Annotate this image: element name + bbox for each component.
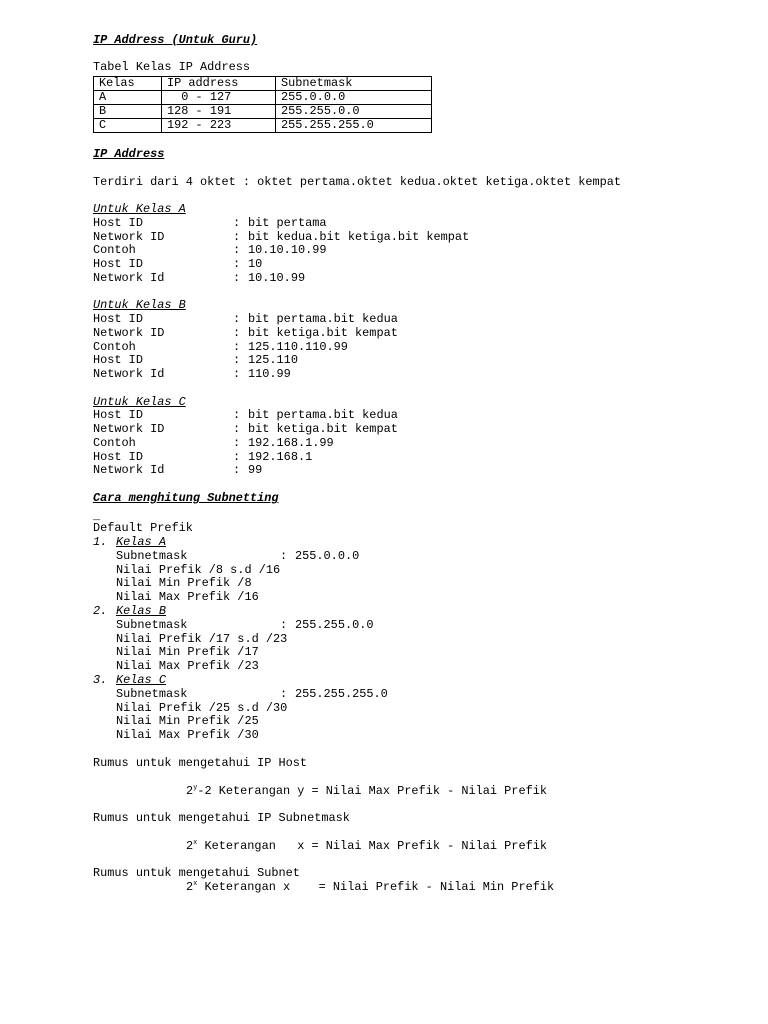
table-cell: C [94,119,162,133]
table-header-cell: Subnetmask [276,77,432,91]
kelas-a-value: bit pertama [248,216,327,230]
kelas-a-value: 10.10.99 [248,271,306,285]
kelas-b-value: 125.110 [248,353,298,367]
kelas-c-value: 192.168.1 [248,450,313,464]
kelas-b-heading: Untuk Kelas B [93,298,186,312]
kelas-b-value: 110.99 [248,367,291,381]
prefix-kelas-a-heading: Kelas A [116,535,166,549]
kelas-a-label: Network ID [93,230,165,244]
prefix-line: Nilai Max Prefik /16 [116,590,259,604]
kelas-c-label: Network Id [93,463,165,477]
formula-text: -2 Keterangan y = Nilai Max Prefik - Nilai Prefik [197,784,547,798]
prefix-line: Nilai Min Prefik /25 [116,714,259,728]
kelas-c-value: bit ketiga.bit kempat [248,422,398,436]
kelas-c-label: Network ID [93,422,165,436]
prefix-line: Nilai Prefik /25 s.d /30 [116,701,288,715]
rumus-subnetmask-formula [186,840,547,854]
kelas-a-value: 10 [248,257,263,271]
kelas-c-heading: Untuk Kelas C [93,395,186,409]
kelas-b-value: 125.110.110.99 [248,340,348,354]
kelas-c-value: bit pertama.bit kedua [248,408,398,422]
table-row [94,119,432,133]
document-title: IP Address (Untuk Guru) [93,33,258,47]
prefix-kelas-b-heading: Kelas B [116,604,166,618]
underscore-mark: _ [93,509,101,523]
subnetmask-label: Subnetmask [116,549,188,563]
formula-base: 2 [186,880,194,894]
formula-exponent: x [193,880,198,888]
formula-text: Keterangan x = Nilai Max Prefik - Nilai Prefik [197,839,547,853]
rumus-host-label: Rumus untuk mengetahui IP Host [93,756,308,770]
kelas-b-label: Network Id [93,367,165,381]
subnetting-heading: Cara menghitung Subnetting [93,491,279,505]
table-caption: Tabel Kelas IP Address [93,60,250,74]
table-header-cell: Kelas [94,77,162,91]
rumus-host-formula [186,785,547,799]
table-cell: 255.0.0.0 [276,91,432,105]
table-cell: 0 - 127 [162,91,276,105]
prefix-line: Nilai Prefik /17 s.d /23 [116,632,288,646]
document-page: IP Address (Untuk Guru) Tabel Kelas IP Address Kelas IP address Subnetmask A 0 - 127 255.0.0.0 B 128 - 191 255.255.0.0 C 192 - 223 255.255.255.0 IP Address Terdiri dari 4 oktet : oktet pertama.oktet kedua.oktet ketiga.oktet kempat Untuk Kelas A Host ID : bit pertama Network ID : bit kedua.bit ketiga.bit kempat Contoh : 10.10.10.99 Host ID : 10 Network Id : 10.10.99 Untuk Kelas B Host ID : bit pertama.bit kedua Network ID : bit ketiga.bit kempat Contoh : 125.110.110.99 Host ID : 125.110 Network Id : 110.99 Untuk Kelas C Host ID : bit pertama.bit kedua Network ID : bit ketiga.bit kempat Contoh : 192.168.1.99 Host ID : 192.168.1 Network Id : 99 Cara menghitung Subnetting _ Default Prefik 1. Kelas A Subnetmask : 255.0.0.0 Nilai Prefik /8 s.d /16 Nilai Min Prefik /8 Nilai Max Prefik /16 2. Kelas B Subnetmask : 255.255.0.0 Nilai Prefik /17 s.d /23 Nilai Min Prefik /17 Nilai Max Prefik /23 3. Kelas C Subnetmask : 255.255.255.0 Nilai Prefik /25 s.d /30 Nilai Min Prefik /25 Nilai Max Prefik /30 Rumus untuk mengetahui IP Host 2$^y$-2 Keterangan y = Nilai Max Prefik - Nilai Prefik Rumus untuk mengetahui IP Subnetmask 2$^x$ Keterangan x = Nilai Max Prefik - Nilai Prefik Rumus untuk mengetahui Subnet 2$^x$ Keterangan x = Nilai Prefik - Nilai Min Prefik [93,33,622,894]
kelas-a-value: bit kedua.bit ketiga.bit kempat [248,230,470,244]
kelas-a-value: 10.10.10.99 [248,243,327,257]
kelas-b-label: Contoh [93,340,136,354]
kelas-a-label: Host ID [93,216,143,230]
table-cell: A [94,91,162,105]
prefix-line: Nilai Max Prefik /23 [116,659,259,673]
ip-address-heading: IP Address [93,147,165,161]
list-number: 2. [93,604,108,618]
table-header-cell: IP address [162,77,276,91]
default-prefix-label: Default Prefik [93,521,193,535]
rumus-subnet-label: Rumus untuk mengetahui Subnet [93,866,300,880]
prefix-line: Nilai Prefik /8 s.d /16 [116,563,281,577]
prefix-line: Nilai Min Prefik /17 [116,645,259,659]
table-cell: 255.255.0.0 [276,105,432,119]
kelas-b-value: bit pertama.bit kedua [248,312,398,326]
kelas-b-label: Host ID [93,353,143,367]
kelas-a-heading: Untuk Kelas A [93,202,186,216]
kelas-a-label: Host ID [93,257,143,271]
kelas-c-label: Host ID [93,450,143,464]
rumus-subnet-formula [186,881,554,895]
subnetmask-label: Subnetmask [116,618,188,632]
prefix-kelas-c-heading: Kelas C [116,673,166,687]
subnetmask-value: 255.255.255.0 [295,687,388,701]
list-number: 1. [93,535,108,549]
rumus-subnetmask-label: Rumus untuk mengetahui IP Subnetmask [93,811,350,825]
formula-exponent: x [193,839,198,847]
subnetmask-label: Subnetmask [116,687,188,701]
table-cell: 128 - 191 [162,105,276,119]
formula-base: 2 [186,784,194,798]
oktet-text: Terdiri dari 4 oktet : oktet pertama.oktet kedua.oktet ketiga.oktet kempat [93,175,622,189]
kelas-b-label: Host ID [93,312,143,326]
list-number: 3. [93,673,108,687]
table-cell: 255.255.255.0 [276,119,432,133]
ip-class-table [93,76,432,133]
table-cell: B [94,105,162,119]
kelas-c-label: Host ID [93,408,143,422]
kelas-c-label: Contoh [93,436,136,450]
kelas-a-label: Network Id [93,271,165,285]
prefix-line: Nilai Min Prefik /8 [116,576,252,590]
formula-text: Keterangan x = Nilai Prefik - Nilai Min Prefik [197,880,555,894]
kelas-c-value: 192.168.1.99 [248,436,334,450]
formula-base: 2 [186,839,194,853]
table-header-row [94,77,432,91]
kelas-c-value: 99 [248,463,263,477]
kelas-a-label: Contoh [93,243,136,257]
table-row [94,91,432,105]
formula-exponent: y [193,784,198,792]
table-row [94,105,432,119]
subnetmask-value: 255.0.0.0 [295,549,360,563]
kelas-b-label: Network ID [93,326,165,340]
table-cell: 192 - 223 [162,119,276,133]
subnetmask-value: 255.255.0.0 [295,618,374,632]
prefix-line: Nilai Max Prefik /30 [116,728,259,742]
kelas-b-value: bit ketiga.bit kempat [248,326,398,340]
